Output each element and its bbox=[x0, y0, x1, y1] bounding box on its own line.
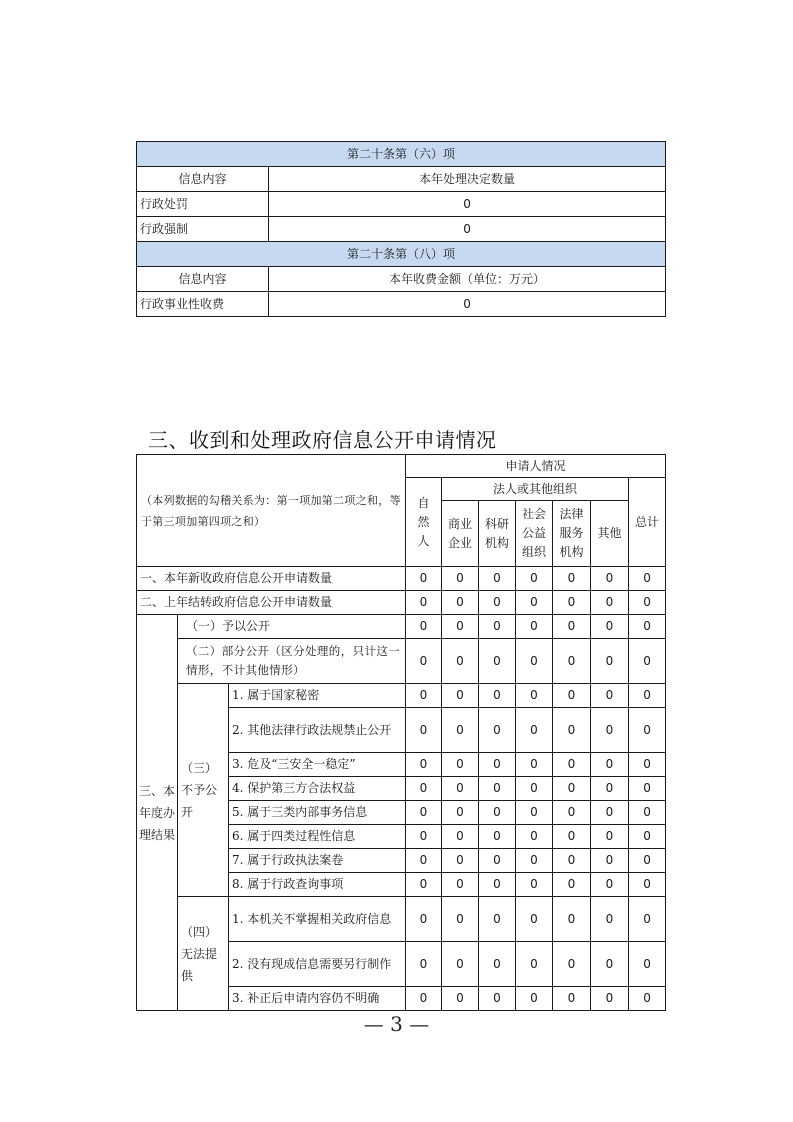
cell-legal-service: 0 bbox=[553, 753, 591, 777]
table-row bbox=[137, 639, 666, 684]
cell-total: 0 bbox=[629, 708, 666, 753]
cell-business: 0 bbox=[442, 684, 479, 708]
cell-research: 0 bbox=[479, 873, 516, 897]
row-value: 0 bbox=[269, 292, 666, 317]
cell-natural-person: 0 bbox=[406, 873, 442, 897]
section-title: 三、收到和处理政府信息公开申请情况 bbox=[148, 428, 497, 452]
cell-natural-person: 0 bbox=[406, 567, 442, 591]
subgroup-label-cannot-provide: （四）无法提供 bbox=[178, 897, 229, 1011]
header-row-section6 bbox=[137, 167, 666, 192]
applications-table bbox=[136, 454, 666, 1011]
cell-public-welfare: 0 bbox=[516, 591, 553, 615]
header-row-1 bbox=[137, 455, 666, 478]
cell-natural-person: 0 bbox=[406, 897, 442, 942]
cell-total: 0 bbox=[629, 849, 666, 873]
cell-other: 0 bbox=[591, 897, 629, 942]
cell-natural-person: 0 bbox=[406, 825, 442, 849]
sub-header-legal-service: 法律服务机构 bbox=[553, 501, 591, 567]
row-label: 二、上年结转政府信息公开申请数量 bbox=[137, 591, 406, 615]
cell-other: 0 bbox=[591, 987, 629, 1011]
cell-public-welfare: 0 bbox=[516, 753, 553, 777]
cell-other: 0 bbox=[591, 639, 629, 684]
cell-research: 0 bbox=[479, 591, 516, 615]
cell-business: 0 bbox=[442, 987, 479, 1011]
cell-public-welfare: 0 bbox=[516, 567, 553, 591]
cell-total: 0 bbox=[629, 639, 666, 684]
cell-other: 0 bbox=[591, 942, 629, 987]
cell-public-welfare: 0 bbox=[516, 987, 553, 1011]
cell-total: 0 bbox=[629, 615, 666, 639]
cell-business: 0 bbox=[442, 825, 479, 849]
cell-natural-person: 0 bbox=[406, 801, 442, 825]
cell-research: 0 bbox=[479, 753, 516, 777]
cell-legal-service: 0 bbox=[553, 684, 591, 708]
cell-other: 0 bbox=[591, 801, 629, 825]
cell-other: 0 bbox=[591, 753, 629, 777]
cell-business: 0 bbox=[442, 897, 479, 942]
cell-public-welfare: 0 bbox=[516, 942, 553, 987]
cell-legal-service: 0 bbox=[553, 942, 591, 987]
cell-research: 0 bbox=[479, 849, 516, 873]
cell-other: 0 bbox=[591, 849, 629, 873]
cell-total: 0 bbox=[629, 777, 666, 801]
row-label: 8. 属于行政查询事项 bbox=[229, 873, 406, 897]
cell-business: 0 bbox=[442, 708, 479, 753]
row-label: 1. 属于国家秘密 bbox=[229, 684, 406, 708]
row-label: （一）予以公开 bbox=[178, 615, 406, 639]
cell-research: 0 bbox=[479, 615, 516, 639]
table-row bbox=[137, 567, 666, 591]
table-row bbox=[137, 615, 666, 639]
cell-research: 0 bbox=[479, 684, 516, 708]
row-label: 6. 属于四类过程性信息 bbox=[229, 825, 406, 849]
cell-other: 0 bbox=[591, 684, 629, 708]
cell-other: 0 bbox=[591, 615, 629, 639]
cell-public-welfare: 0 bbox=[516, 801, 553, 825]
row-label: 4. 保护第三方合法权益 bbox=[229, 777, 406, 801]
cell-business: 0 bbox=[442, 801, 479, 825]
subgroup-label-not-disclosed: （三）不予公开 bbox=[178, 684, 229, 897]
cell-other: 0 bbox=[591, 777, 629, 801]
band-row-section6 bbox=[137, 142, 666, 167]
row-label: 3. 补正后申请内容仍不明确 bbox=[229, 987, 406, 1011]
cell-public-welfare: 0 bbox=[516, 639, 553, 684]
cell-public-welfare: 0 bbox=[516, 708, 553, 753]
cell-business: 0 bbox=[442, 942, 479, 987]
row-label: （二）部分公开（区分处理的，只计这一情形，不计其他情形） bbox=[178, 639, 406, 684]
cell-natural-person: 0 bbox=[406, 591, 442, 615]
cell-business: 0 bbox=[442, 615, 479, 639]
cell-public-welfare: 0 bbox=[516, 897, 553, 942]
cell-public-welfare: 0 bbox=[516, 873, 553, 897]
natural-person-header: 自然人 bbox=[406, 478, 442, 567]
group-label-results: 三、本年度办理结果 bbox=[137, 615, 178, 1011]
sub-header-public-welfare: 社会公益组织 bbox=[516, 501, 553, 567]
cell-legal-service: 0 bbox=[553, 591, 591, 615]
cell-research: 0 bbox=[479, 777, 516, 801]
cell-research: 0 bbox=[479, 825, 516, 849]
cell-natural-person: 0 bbox=[406, 708, 442, 753]
cell-legal-service: 0 bbox=[553, 825, 591, 849]
cell-total: 0 bbox=[629, 942, 666, 987]
cell-research: 0 bbox=[479, 708, 516, 753]
section8-col-left: 信息内容 bbox=[137, 267, 269, 292]
section6-band: 第二十条第（六）项 bbox=[137, 142, 666, 167]
row-label: 5. 属于三类内部事务信息 bbox=[229, 801, 406, 825]
cell-business: 0 bbox=[442, 873, 479, 897]
cell-natural-person: 0 bbox=[406, 849, 442, 873]
table-row bbox=[137, 292, 666, 317]
cell-legal-service: 0 bbox=[553, 873, 591, 897]
cell-business: 0 bbox=[442, 591, 479, 615]
row-label: 7. 属于行政执法案卷 bbox=[229, 849, 406, 873]
legal-org-header: 法人或其他组织 bbox=[442, 478, 629, 501]
cell-other: 0 bbox=[591, 708, 629, 753]
table-row bbox=[137, 897, 666, 942]
row-label: 一、本年新收政府信息公开申请数量 bbox=[137, 567, 406, 591]
cell-business: 0 bbox=[442, 639, 479, 684]
table-row bbox=[137, 192, 666, 217]
cell-public-welfare: 0 bbox=[516, 615, 553, 639]
header-row-section8 bbox=[137, 267, 666, 292]
cell-research: 0 bbox=[479, 639, 516, 684]
cell-natural-person: 0 bbox=[406, 753, 442, 777]
applicant-header: 申请人情况 bbox=[406, 455, 666, 478]
cell-total: 0 bbox=[629, 825, 666, 849]
cell-public-welfare: 0 bbox=[516, 825, 553, 849]
row-label: 行政事业性收费 bbox=[137, 292, 269, 317]
cell-legal-service: 0 bbox=[553, 639, 591, 684]
cell-public-welfare: 0 bbox=[516, 684, 553, 708]
cell-total: 0 bbox=[629, 987, 666, 1011]
cell-research: 0 bbox=[479, 801, 516, 825]
table-row bbox=[137, 684, 666, 708]
cell-natural-person: 0 bbox=[406, 615, 442, 639]
row-label: 行政处罚 bbox=[137, 192, 269, 217]
article20-table bbox=[136, 141, 666, 317]
cell-business: 0 bbox=[442, 777, 479, 801]
section8-col-right: 本年收费金额（单位：万元） bbox=[269, 267, 666, 292]
row-label: 1. 本机关不掌握相关政府信息 bbox=[229, 897, 406, 942]
row-label: 2. 其他法律行政法规禁止公开 bbox=[229, 708, 406, 753]
cell-research: 0 bbox=[479, 567, 516, 591]
row-value: 0 bbox=[269, 192, 666, 217]
cell-legal-service: 0 bbox=[553, 777, 591, 801]
section6-col-right: 本年处理决定数量 bbox=[269, 167, 666, 192]
cell-other: 0 bbox=[591, 567, 629, 591]
cell-legal-service: 0 bbox=[553, 801, 591, 825]
cell-natural-person: 0 bbox=[406, 777, 442, 801]
cell-business: 0 bbox=[442, 753, 479, 777]
sub-header-business: 商业企业 bbox=[442, 501, 479, 567]
cell-total: 0 bbox=[629, 684, 666, 708]
row-label: 2. 没有现成信息需要另行制作 bbox=[229, 942, 406, 987]
cell-natural-person: 0 bbox=[406, 684, 442, 708]
section8-band: 第二十条第（八）项 bbox=[137, 242, 666, 267]
section6-col-left: 信息内容 bbox=[137, 167, 269, 192]
cell-other: 0 bbox=[591, 873, 629, 897]
cell-total: 0 bbox=[629, 567, 666, 591]
row-label: 行政强制 bbox=[137, 217, 269, 242]
cell-public-welfare: 0 bbox=[516, 849, 553, 873]
band-row-section8 bbox=[137, 242, 666, 267]
cell-legal-service: 0 bbox=[553, 615, 591, 639]
cell-legal-service: 0 bbox=[553, 897, 591, 942]
checksum-note: （本列数据的勾稽关系为：第一项加第二项之和，等于第三项加第四项之和） bbox=[137, 455, 406, 567]
cell-total: 0 bbox=[629, 897, 666, 942]
cell-legal-service: 0 bbox=[553, 567, 591, 591]
sub-header-research: 科研机构 bbox=[479, 501, 516, 567]
row-value: 0 bbox=[269, 217, 666, 242]
row-label: 3. 危及“三安全一稳定” bbox=[229, 753, 406, 777]
cell-total: 0 bbox=[629, 873, 666, 897]
cell-other: 0 bbox=[591, 825, 629, 849]
cell-business: 0 bbox=[442, 567, 479, 591]
cell-natural-person: 0 bbox=[406, 942, 442, 987]
cell-research: 0 bbox=[479, 942, 516, 987]
cell-natural-person: 0 bbox=[406, 987, 442, 1011]
cell-legal-service: 0 bbox=[553, 849, 591, 873]
cell-other: 0 bbox=[591, 591, 629, 615]
cell-legal-service: 0 bbox=[553, 987, 591, 1011]
cell-research: 0 bbox=[479, 897, 516, 942]
sub-header-other: 其他 bbox=[591, 501, 629, 567]
table-row bbox=[137, 217, 666, 242]
cell-legal-service: 0 bbox=[553, 708, 591, 753]
page-number: — 3 — bbox=[363, 1012, 430, 1036]
total-header: 总计 bbox=[629, 478, 666, 567]
cell-total: 0 bbox=[629, 801, 666, 825]
cell-public-welfare: 0 bbox=[516, 777, 553, 801]
cell-natural-person: 0 bbox=[406, 639, 442, 684]
cell-total: 0 bbox=[629, 753, 666, 777]
table-row bbox=[137, 591, 666, 615]
cell-business: 0 bbox=[442, 849, 479, 873]
cell-research: 0 bbox=[479, 987, 516, 1011]
cell-total: 0 bbox=[629, 591, 666, 615]
